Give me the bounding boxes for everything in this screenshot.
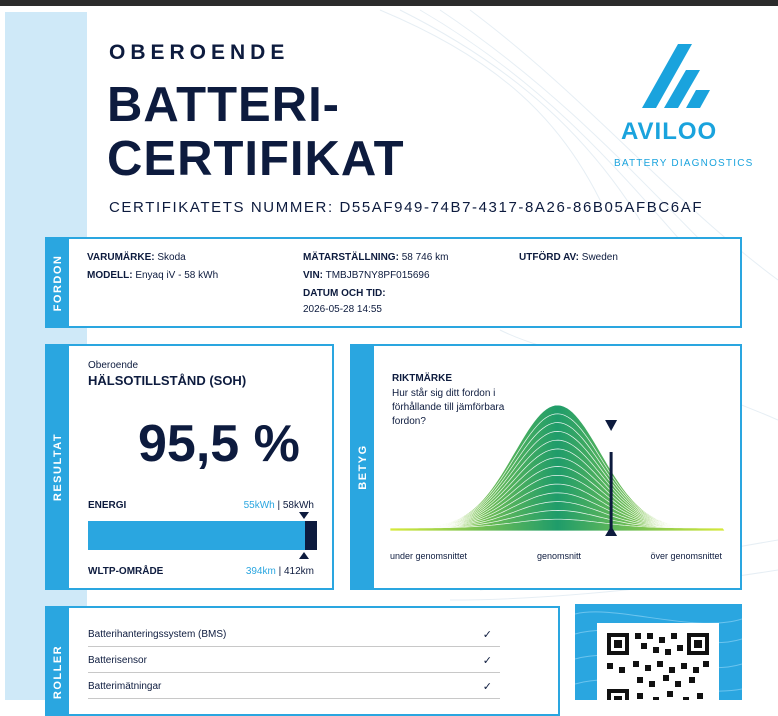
control-row	[88, 648, 500, 673]
energy-total: 58kWh	[282, 500, 314, 511]
certificate-number: CERTIFIKATETS NUMMER: D55AF949-74B7-4317-8A26-86B05AFBC6AF	[109, 199, 704, 216]
checkmark-icon: ✓	[482, 655, 492, 667]
benchmark-panel	[350, 344, 742, 590]
wltp-current: 394km	[245, 566, 276, 577]
model-row	[87, 270, 218, 281]
bell-curve-chart	[390, 386, 725, 536]
marker-top-icon	[605, 420, 617, 431]
odometer-label: MÄTARSTÄLLNING:	[303, 252, 399, 263]
soh-label-small: Oberoende	[88, 360, 139, 371]
qr-code-icon	[597, 623, 719, 700]
wltp-value	[246, 566, 314, 577]
energy-separator: |	[274, 500, 283, 511]
control-label: Batterimätningar	[88, 681, 162, 692]
aviloo-logo-icon	[620, 40, 730, 110]
datetime-value: 2026-05-28 14:55	[303, 304, 382, 315]
axis-label-above: över genomsnittet	[650, 551, 722, 561]
soh-bar-remainder	[305, 521, 317, 550]
wltp-separator: |	[275, 566, 284, 577]
soh-bar	[88, 521, 317, 550]
bar-marker-top-icon	[299, 512, 309, 519]
benchmark-question: Hur står sig ditt fordon i förhållande till jämförbara fordon?	[392, 388, 505, 427]
energy-label: ENERGI	[88, 500, 127, 511]
model-value: Enyaq iV - 58 kWh	[135, 270, 219, 281]
eyebrow-label: OBEROENDE	[109, 41, 290, 64]
axis-label-below: under genomsnittet	[390, 551, 468, 561]
soh-label: HÄLSOTILLSTÅND (SOH)	[88, 373, 247, 388]
control-label: Batterihanteringssystem (BMS)	[88, 629, 227, 640]
controls-tab-label: ROLLER	[52, 644, 64, 699]
logo-name: AVILOO	[621, 118, 718, 145]
position-marker-line	[610, 452, 613, 531]
benchmark-title: RIKTMÄRKE	[392, 373, 452, 384]
vin-label: VIN:	[303, 270, 323, 281]
energy-value	[244, 500, 314, 511]
title-line-1: BATTERI-	[107, 78, 340, 132]
logo-subtitle: BATTERY DIAGNOSTICS	[614, 158, 754, 169]
vehicle-tab-label: FORDON	[52, 254, 64, 311]
result-panel	[45, 344, 334, 590]
controls-tab	[47, 608, 69, 714]
wltp-label: WLTP-OMRÅDE	[88, 566, 164, 577]
vin-value: TMBJB7NY8PF015696	[325, 270, 430, 281]
performed-value: Sweden	[581, 252, 618, 263]
performed-row	[519, 252, 618, 263]
checkmark-icon: ✓	[482, 681, 492, 693]
odometer-value: 58 746 km	[401, 252, 449, 263]
benchmark-tab-label: BETYG	[357, 444, 369, 490]
vehicle-panel	[45, 237, 742, 328]
control-row	[88, 622, 500, 647]
brand-label: VARUMÄRKE:	[87, 252, 155, 263]
brand-row	[87, 252, 186, 263]
energy-current: 55kWh	[243, 500, 275, 511]
page-title	[107, 78, 405, 186]
benchmark-tab	[352, 346, 374, 588]
vehicle-tab	[47, 239, 69, 326]
result-tab-label: RESULTAT	[52, 432, 64, 502]
model-label: MODELL:	[87, 270, 133, 281]
bar-marker-bottom-icon	[299, 552, 309, 559]
checkmark-icon: ✓	[482, 629, 492, 641]
result-tab	[47, 346, 69, 588]
axis-label-average: genomsnitt	[537, 551, 582, 561]
title-line-2: CERTIFIKAT	[107, 132, 405, 186]
soh-value: 95,5 %	[138, 415, 300, 473]
qr-code	[597, 623, 719, 700]
control-row	[88, 674, 500, 699]
wltp-total: 412km	[283, 566, 314, 577]
brand-value: Skoda	[157, 252, 186, 263]
odometer-row	[303, 252, 448, 263]
vin-row	[303, 270, 430, 281]
control-label: Batterisensor	[88, 655, 147, 666]
qr-code-panel	[575, 604, 742, 700]
datetime-label: DATUM OCH TID:	[303, 288, 386, 299]
performed-label: UTFÖRD AV:	[519, 252, 579, 263]
